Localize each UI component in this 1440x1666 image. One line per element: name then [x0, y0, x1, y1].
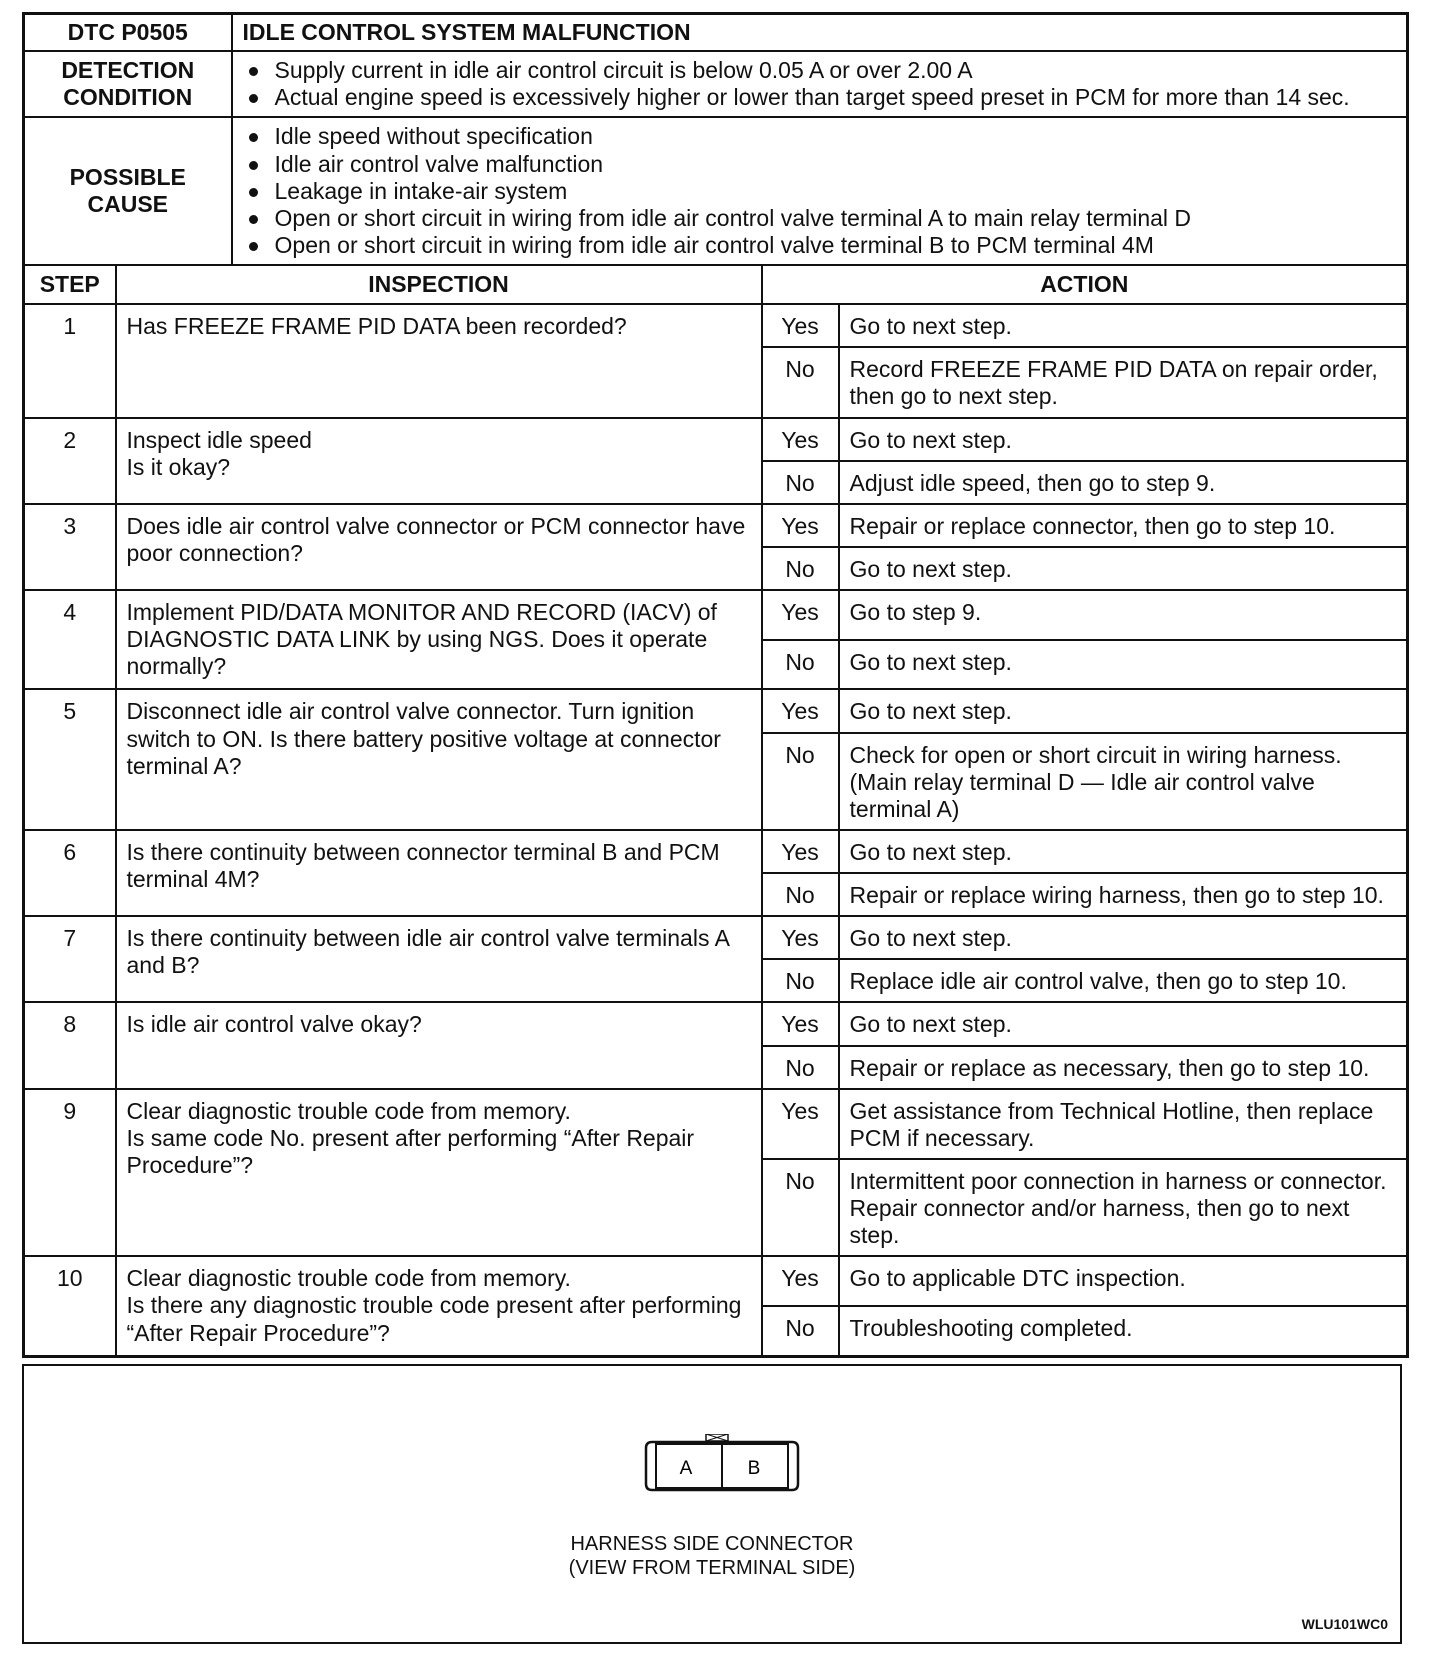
detection-label-line2: CONDITION [63, 84, 193, 111]
possible-cause-row [24, 117, 1408, 265]
detection-item: Actual engine speed is excessively higher or lower than target speed preset in PCM for more than 14 sec. [243, 84, 1397, 111]
no-label: No [762, 873, 839, 916]
step-number: 10 [24, 1256, 116, 1356]
connector-diagram [22, 1364, 1402, 1644]
step-number: 4 [24, 590, 116, 689]
step-row [24, 1256, 1408, 1306]
yes-action: Go to next step. [839, 1002, 1408, 1045]
yes-action: Repair or replace connector, then go to step 10. [839, 504, 1408, 547]
step-number: 2 [24, 418, 116, 504]
possible-cause-label-line1: POSSIBLE [69, 164, 186, 191]
inspection-text: Is idle air control valve okay? [116, 1002, 762, 1088]
yes-action: Go to applicable DTC inspection. [839, 1256, 1408, 1306]
no-action: Troubleshooting completed. [839, 1306, 1408, 1356]
cause-item: Open or short circuit in wiring from idle air control valve terminal B to PCM terminal 4M [243, 232, 1397, 259]
cause-item: Leakage in intake-air system [243, 178, 1397, 205]
detection-conditions [232, 51, 1408, 117]
caption-line1: HARNESS SIDE CONNECTOR [570, 1533, 854, 1555]
step-row [24, 689, 1408, 732]
step-row [24, 1002, 1408, 1045]
detection-item: Supply current in idle air control circuit is below 0.05 A or over 2.00 A [243, 57, 1397, 84]
yes-label: Yes [762, 304, 839, 347]
step-number: 1 [24, 304, 116, 417]
inspection-text: Implement PID/DATA MONITOR AND RECORD (IACV) of DIAGNOSTIC DATA LINK by using NGS. Does it operate normally? [116, 590, 762, 689]
detection-row [24, 51, 1408, 117]
no-action: Repair or replace wiring harness, then go to step 10. [839, 873, 1408, 916]
no-label: No [762, 1306, 839, 1356]
no-label: No [762, 461, 839, 504]
no-label: No [762, 733, 839, 830]
cause-list [233, 118, 1407, 264]
detection-label [24, 51, 232, 117]
detection-label-line1: DETECTION [61, 57, 195, 84]
yes-action: Get assistance from Technical Hotline, then replace PCM if necessary. [839, 1089, 1408, 1159]
possible-causes [232, 117, 1408, 265]
cause-item: Idle speed without specification [243, 123, 1397, 150]
no-action: Record FREEZE FRAME PID DATA on repair order, then go to next step. [839, 347, 1408, 417]
yes-action: Go to step 9. [839, 590, 1408, 640]
no-label: No [762, 959, 839, 1002]
connector-icon [642, 1434, 802, 1496]
no-label: No [762, 1046, 839, 1089]
no-action: Replace idle air control valve, then go to step 10. [839, 959, 1408, 1002]
no-action: Adjust idle speed, then go to step 9. [839, 461, 1408, 504]
yes-label: Yes [762, 418, 839, 461]
dtc-title: IDLE CONTROL SYSTEM MALFUNCTION [232, 14, 1408, 52]
no-action: Check for open or short circuit in wiring harness. (Main relay terminal D — Idle air control valve terminal A) [839, 733, 1408, 830]
no-action: Repair or replace as necessary, then go to step 10. [839, 1046, 1408, 1089]
inspection-text: Does idle air control valve connector or PCM connector have poor connection? [116, 504, 762, 590]
yes-action: Go to next step. [839, 304, 1408, 347]
step-number: 8 [24, 1002, 116, 1088]
no-label: No [762, 347, 839, 417]
no-action: Go to next step. [839, 640, 1408, 690]
no-label: No [762, 640, 839, 690]
step-number: 5 [24, 689, 116, 830]
inspection-text: Is there continuity between idle air control valve terminals A and B? [116, 916, 762, 1002]
inspection-column-header: INSPECTION [116, 265, 762, 304]
inspection-text: Clear diagnostic trouble code from memory. Is there any diagnostic trouble code present after performing “After Repair Procedure”? [116, 1256, 762, 1356]
figure-reference: WLU101WC0 [1301, 1616, 1388, 1632]
yes-label: Yes [762, 1089, 839, 1159]
column-header-row [24, 265, 1408, 304]
inspection-text: Inspect idle speed Is it okay? [116, 418, 762, 504]
yes-action: Go to next step. [839, 830, 1408, 873]
dtc-table [22, 12, 1409, 1358]
step-row [24, 1089, 1408, 1159]
yes-label: Yes [762, 590, 839, 640]
action-column-header: ACTION [762, 265, 1408, 304]
cause-item: Idle air control valve malfunction [243, 151, 1397, 178]
cause-item: Open or short circuit in wiring from idle air control valve terminal A to main relay terminal D [243, 205, 1397, 232]
inspection-text: Has FREEZE FRAME PID DATA been recorded? [116, 304, 762, 417]
dtc-code: DTC P0505 [24, 14, 232, 52]
step-row [24, 304, 1408, 347]
terminal-a-label: A [679, 1458, 693, 1479]
step-number: 9 [24, 1089, 116, 1257]
yes-label: Yes [762, 689, 839, 732]
yes-action: Go to next step. [839, 916, 1408, 959]
yes-label: Yes [762, 1002, 839, 1045]
terminal-b-label: B [747, 1458, 761, 1479]
no-label: No [762, 1159, 839, 1256]
yes-label: Yes [762, 504, 839, 547]
header-row [24, 14, 1408, 52]
caption-line2: (VIEW FROM TERMINAL SIDE) [568, 1557, 856, 1580]
step-row [24, 830, 1408, 873]
inspection-text: Disconnect idle air control valve connector. Turn ignition switch to ON. Is there battery positive voltage at connector terminal A? [116, 689, 762, 830]
yes-label: Yes [762, 916, 839, 959]
step-row [24, 504, 1408, 547]
steps-body [24, 304, 1408, 1356]
yes-label: Yes [762, 830, 839, 873]
yes-action: Go to next step. [839, 418, 1408, 461]
connector-caption [24, 1532, 1400, 1581]
possible-cause-label [24, 117, 232, 265]
possible-cause-label-line2: CAUSE [87, 191, 169, 218]
yes-label: Yes [762, 1256, 839, 1306]
no-action: Intermittent poor connection in harness or connector. Repair connector and/or harness, then go to next step. [839, 1159, 1408, 1256]
detection-list [233, 52, 1407, 116]
dtc-table-frame [22, 12, 1406, 1358]
step-number: 7 [24, 916, 116, 1002]
step-column-header: STEP [24, 265, 116, 304]
no-label: No [762, 547, 839, 590]
inspection-text: Is there continuity between connector terminal B and PCM terminal 4M? [116, 830, 762, 916]
step-number: 3 [24, 504, 116, 590]
no-action: Go to next step. [839, 547, 1408, 590]
step-row [24, 916, 1408, 959]
step-row [24, 590, 1408, 640]
step-number: 6 [24, 830, 116, 916]
yes-action: Go to next step. [839, 689, 1408, 732]
step-row [24, 418, 1408, 461]
inspection-text: Clear diagnostic trouble code from memory. Is same code No. present after performing “After Repair Procedure”? [116, 1089, 762, 1257]
